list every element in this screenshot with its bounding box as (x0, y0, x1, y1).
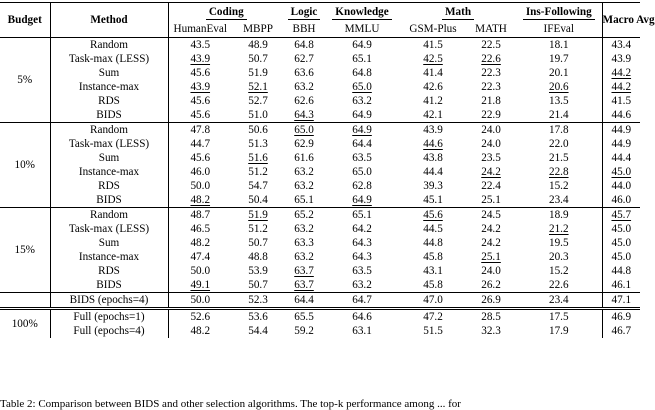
score-cell: 45.6 (190, 109, 211, 121)
score-cell: 21.5 (516, 151, 602, 165)
score-cell: 18.9 (516, 208, 602, 223)
table-row (0, 80, 640, 94)
score-cell: 62.9 (294, 138, 314, 150)
score-cell: 63.7 (294, 279, 314, 291)
score-cell: 63.6 (294, 67, 314, 79)
macro-avg-cell: 44.2 (611, 81, 632, 93)
table-row (0, 151, 640, 165)
score-cell: 65.1 (294, 194, 314, 206)
score-cell: 52.1 (248, 81, 268, 93)
score-cell: 41.5 (400, 38, 466, 53)
table-row (0, 179, 640, 193)
score-cell: 22.8 (516, 165, 602, 179)
score-cell: 65.2 (284, 208, 324, 223)
subcolumn-header: MMLU (324, 21, 400, 38)
score-cell: 44.4 (423, 166, 443, 178)
score-cell: 51.5 (423, 325, 443, 337)
score-cell: 44.6 (423, 138, 443, 150)
score-cell: 50.7 (248, 53, 268, 65)
score-cell: 47.8 (168, 123, 232, 138)
macro-avg-cell: 44.6 (611, 109, 632, 121)
method-cell: Random (50, 208, 168, 223)
score-cell: 52.6 (168, 309, 232, 325)
score-cell: 63.5 (352, 152, 372, 164)
score-cell: 64.3 (352, 251, 372, 263)
group-header-ins-following: Ins-Following (516, 3, 602, 22)
score-cell: 24.0 (481, 265, 501, 277)
macro-avg-cell: 45.0 (611, 251, 632, 263)
method-cell: BIDS (50, 108, 168, 123)
score-cell: 48.2 (190, 237, 211, 249)
score-cell: 65.0 (284, 123, 324, 138)
score-cell: 43.9 (400, 123, 466, 138)
macro-avg-cell: 44.2 (611, 67, 632, 79)
score-cell: 65.0 (352, 81, 372, 93)
subcolumn-header: MBPP (232, 21, 284, 38)
budget-cell: 10% (0, 123, 50, 208)
method-cell: RDS (50, 264, 168, 278)
score-cell: 65.0 (352, 166, 372, 178)
score-cell: 48.2 (190, 325, 211, 337)
score-cell: 21.8 (481, 95, 501, 107)
macro-avg-cell: 44.0 (611, 180, 632, 192)
score-cell: 15.2 (516, 264, 602, 278)
group-header-math: Math (400, 3, 516, 22)
method-cell: BIDS (50, 193, 168, 208)
method-cell: Sum (50, 236, 168, 250)
score-cell: 28.5 (466, 309, 516, 325)
macro-avg-cell: 43.9 (611, 53, 632, 65)
score-cell: 43.9 (190, 81, 211, 93)
table-row (0, 165, 640, 179)
method-cell: BIDS (50, 278, 168, 293)
score-cell: 62.8 (352, 180, 372, 192)
score-cell: 17.5 (516, 309, 602, 325)
score-cell: 50.6 (232, 123, 284, 138)
score-cell: 64.2 (352, 223, 372, 235)
score-cell: 22.9 (481, 109, 501, 121)
score-cell: 22.3 (481, 81, 501, 93)
table-row (0, 208, 640, 223)
macro-avg-cell: 44.9 (602, 123, 640, 138)
method-cell: Full (epochs=4) (50, 324, 168, 338)
table-row (0, 324, 640, 338)
score-cell: 63.7 (294, 265, 314, 277)
score-cell: 22.0 (516, 137, 602, 151)
score-cell: 21.2 (516, 222, 602, 236)
score-cell: 24.2 (481, 223, 501, 235)
group-header-knowledge: Knowledge (324, 3, 400, 22)
score-cell: 64.7 (324, 293, 400, 309)
score-cell: 19.5 (516, 236, 602, 250)
score-cell: 46.5 (190, 223, 211, 235)
table-row (0, 278, 640, 293)
score-cell: 50.4 (248, 194, 268, 206)
score-cell: 63.5 (352, 265, 372, 277)
score-cell: 23.4 (516, 293, 602, 309)
score-cell: 45.8 (423, 251, 443, 263)
score-cell: 49.1 (190, 279, 211, 291)
method-cell: Full (epochs=1) (50, 309, 168, 325)
score-cell: 21.4 (516, 108, 602, 123)
score-cell: 42.6 (423, 81, 443, 93)
table-row (0, 123, 640, 138)
score-cell: 32.3 (481, 325, 501, 337)
score-cell: 64.4 (352, 138, 372, 150)
score-cell: 48.7 (168, 208, 232, 223)
score-cell: 51.0 (248, 109, 268, 121)
score-cell: 64.9 (324, 123, 400, 138)
score-cell: 65.1 (352, 53, 372, 65)
score-cell: 26.9 (466, 293, 516, 309)
score-cell: 22.5 (466, 38, 516, 53)
score-cell: 47.0 (400, 293, 466, 309)
table-row (0, 38, 640, 53)
score-cell: 20.6 (516, 80, 602, 94)
macro-avg-cell: 46.9 (602, 309, 640, 325)
score-cell: 46.0 (190, 166, 211, 178)
table-row (0, 264, 640, 278)
score-cell: 50.0 (190, 180, 211, 192)
table-body (0, 38, 640, 339)
score-cell: 62.7 (294, 53, 314, 65)
score-cell: 63.1 (352, 325, 372, 337)
table-row (0, 108, 640, 123)
score-cell: 53.9 (248, 265, 268, 277)
score-cell: 44.7 (190, 138, 211, 150)
score-cell: 63.3 (294, 237, 314, 249)
score-cell: 26.2 (481, 279, 501, 291)
macro-avg-cell: 46.1 (611, 279, 632, 291)
budget-cell: 5% (0, 38, 50, 123)
score-cell: 19.7 (516, 52, 602, 66)
method-cell: Random (50, 38, 168, 53)
score-cell: 51.6 (248, 152, 268, 164)
score-cell: 52.7 (248, 95, 268, 107)
score-cell: 63.2 (294, 223, 314, 235)
score-cell: 20.3 (516, 250, 602, 264)
macro-avg-cell: 44.4 (611, 152, 632, 164)
table-row (0, 222, 640, 236)
score-cell: 64.4 (284, 293, 324, 309)
macro-avg-cell: 44.9 (611, 138, 632, 150)
method-cell: Random (50, 123, 168, 138)
score-cell: 64.6 (324, 309, 400, 325)
table-row (0, 193, 640, 208)
score-cell: 44.8 (423, 237, 443, 249)
group-header-coding: Coding (168, 3, 284, 22)
empty-budget-cell (0, 293, 50, 309)
score-cell: 13.5 (516, 94, 602, 108)
score-cell: 45.6 (190, 67, 211, 79)
score-cell: 62.6 (294, 95, 314, 107)
score-cell: 41.2 (423, 95, 443, 107)
subcolumn-header: IFEval (516, 21, 602, 38)
score-cell: 63.2 (294, 251, 314, 263)
score-cell: 54.7 (248, 180, 268, 192)
score-cell: 65.1 (324, 208, 400, 223)
method-cell: RDS (50, 179, 168, 193)
table-row (0, 250, 640, 264)
macro-avg-cell: 45.0 (611, 237, 632, 249)
score-cell: 24.0 (466, 123, 516, 138)
macro-avg-cell: 45.0 (611, 166, 632, 178)
score-cell: 63.2 (352, 279, 372, 291)
macro-avg-cell: 41.5 (611, 95, 632, 107)
score-cell: 51.2 (248, 166, 268, 178)
score-cell: 64.3 (294, 109, 314, 121)
method-cell: BIDS (epochs=4) (50, 293, 168, 309)
score-cell: 23.4 (516, 193, 602, 208)
score-cell: 39.3 (423, 180, 443, 192)
table-row (0, 66, 640, 80)
macro-avg-cell: 45.0 (611, 223, 632, 235)
score-cell: 64.8 (284, 38, 324, 53)
score-cell: 41.4 (423, 67, 443, 79)
method-cell: Task-max (LESS) (50, 137, 168, 151)
score-cell: 65.5 (284, 309, 324, 325)
score-cell: 63.2 (294, 166, 314, 178)
score-cell: 42.5 (423, 53, 443, 65)
score-cell: 44.5 (423, 223, 443, 235)
results-table (0, 2, 655, 338)
table-caption: Table 2: Comparison between BIDS and other selection algorithms. The top-k performance among ... for (0, 398, 461, 410)
subcolumn-header: BBH (284, 21, 324, 38)
score-cell: 51.2 (248, 223, 268, 235)
score-cell: 43.1 (423, 265, 443, 277)
table-row (0, 137, 640, 151)
score-cell: 45.6 (190, 152, 211, 164)
score-cell: 64.9 (352, 194, 372, 206)
score-cell: 50.7 (248, 279, 268, 291)
score-cell: 43.8 (423, 152, 443, 164)
macro-avg-cell: 47.1 (602, 293, 640, 309)
score-cell: 45.8 (423, 279, 443, 291)
table-row (0, 293, 640, 309)
budget-cell: 100% (0, 309, 50, 339)
macro-avg-cell: 44.8 (611, 265, 632, 277)
score-cell: 24.2 (481, 166, 501, 178)
macro-avg-cell: 43.4 (602, 38, 640, 53)
score-cell: 64.8 (352, 67, 372, 79)
score-cell: 17.9 (516, 324, 602, 338)
score-cell: 24.2 (481, 237, 501, 249)
score-cell: 48.2 (190, 194, 211, 206)
score-cell: 15.2 (516, 179, 602, 193)
score-cell: 20.1 (516, 66, 602, 80)
method-header: Method (50, 3, 168, 38)
macro-avg-cell: 46.0 (611, 194, 632, 206)
score-cell: 24.5 (466, 208, 516, 223)
score-cell: 61.6 (294, 152, 314, 164)
score-cell: 63.2 (352, 95, 372, 107)
macro-avg-cell: 46.7 (611, 325, 632, 337)
score-cell: 54.4 (248, 325, 268, 337)
subcolumn-header: MATH (466, 21, 516, 38)
score-cell: 45.1 (423, 194, 443, 206)
score-cell: 24.0 (481, 138, 501, 150)
score-cell: 52.3 (232, 293, 284, 309)
score-cell: 23.5 (481, 152, 501, 164)
subcolumn-header: GSM-Plus (400, 21, 466, 38)
table-row (0, 309, 640, 325)
table-row (0, 94, 640, 108)
score-cell: 22.6 (516, 278, 602, 293)
method-cell: RDS (50, 94, 168, 108)
score-cell: 22.3 (481, 67, 501, 79)
score-cell: 53.6 (232, 309, 284, 325)
score-cell: 43.5 (168, 38, 232, 53)
table-row (0, 52, 640, 66)
budget-cell: 15% (0, 208, 50, 293)
score-cell: 42.1 (423, 109, 443, 121)
method-cell: Sum (50, 66, 168, 80)
score-cell: 43.9 (190, 53, 211, 65)
score-cell: 47.4 (190, 251, 211, 263)
budget-header: Budget (0, 3, 50, 38)
table-row (0, 236, 640, 250)
group-header-logic: Logic (284, 3, 324, 22)
score-cell: 48.9 (232, 38, 284, 53)
score-cell: 51.9 (248, 67, 268, 79)
method-cell: Instance-max (50, 165, 168, 179)
score-cell: 64.9 (324, 38, 400, 53)
score-cell: 25.1 (481, 251, 501, 263)
score-cell: 50.0 (168, 293, 232, 309)
macro-avg-cell: 45.7 (602, 208, 640, 223)
score-cell: 48.8 (248, 251, 268, 263)
method-cell: Instance-max (50, 250, 168, 264)
score-cell: 45.6 (190, 95, 211, 107)
macro-avg-header: Macro Avg (602, 3, 640, 38)
score-cell: 22.4 (481, 180, 501, 192)
method-cell: Sum (50, 151, 168, 165)
score-cell: 47.2 (400, 309, 466, 325)
score-cell: 45.6 (400, 208, 466, 223)
score-cell: 51.9 (232, 208, 284, 223)
score-cell: 63.2 (294, 81, 314, 93)
subcolumn-header: HumanEval (168, 21, 232, 38)
score-cell: 51.3 (248, 138, 268, 150)
score-cell: 22.6 (481, 53, 501, 65)
score-cell: 18.1 (516, 38, 602, 53)
score-cell: 50.7 (248, 237, 268, 249)
score-cell: 59.2 (294, 325, 314, 337)
score-cell: 64.9 (352, 109, 372, 121)
score-cell: 17.8 (516, 123, 602, 138)
score-cell: 50.0 (190, 265, 211, 277)
score-cell: 63.2 (294, 180, 314, 192)
score-cell: 64.3 (352, 237, 372, 249)
method-cell: Instance-max (50, 80, 168, 94)
method-cell: Task-max (LESS) (50, 222, 168, 236)
score-cell: 25.1 (481, 194, 501, 206)
method-cell: Task-max (LESS) (50, 52, 168, 66)
